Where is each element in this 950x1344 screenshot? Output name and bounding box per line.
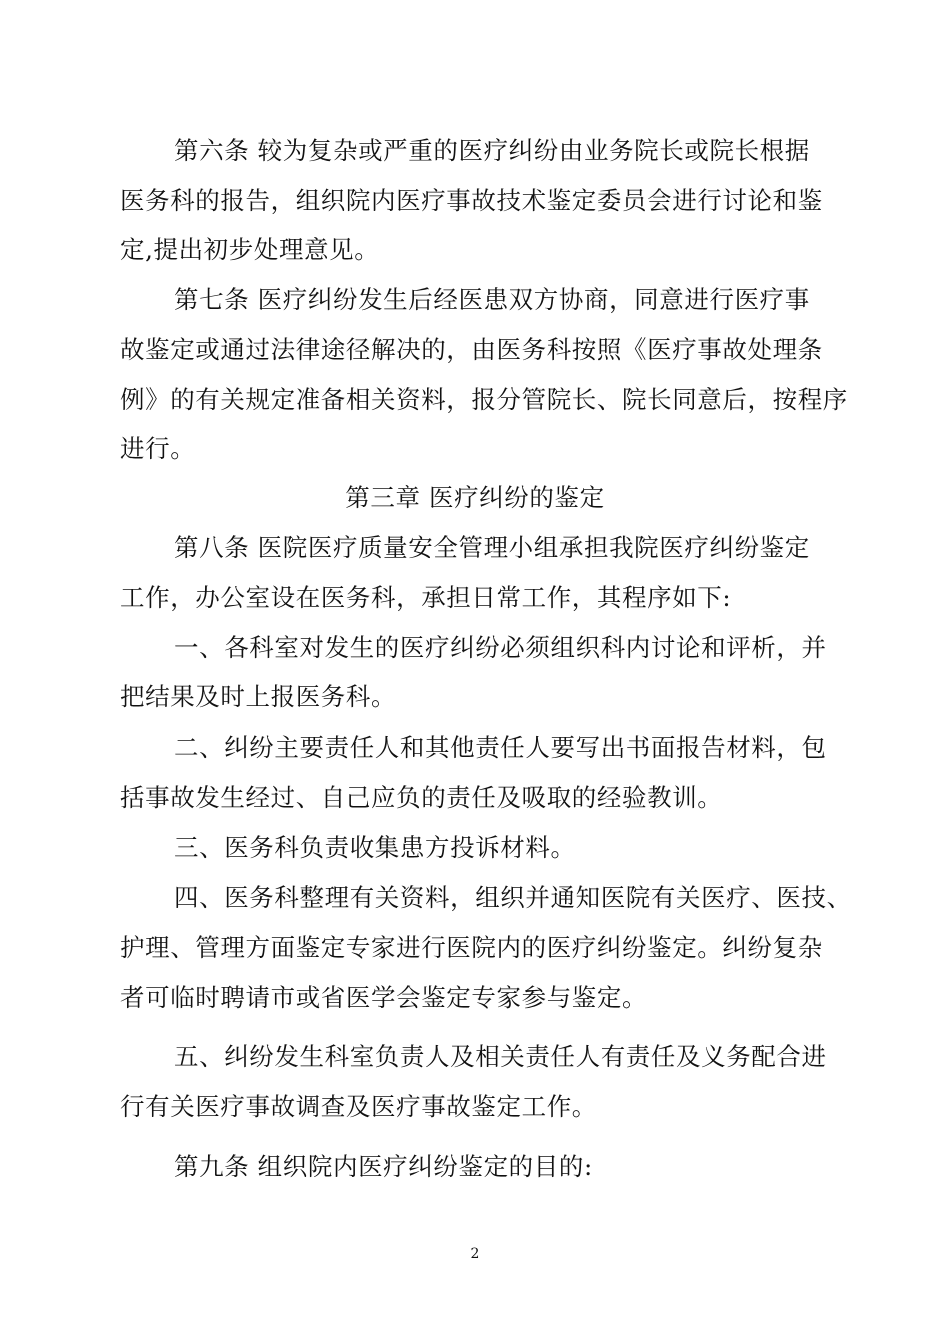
item-5-line-1: 五、纠纷发生科室负责人及相关责任人有责任及义务配合进	[174, 1042, 827, 1071]
item-4-line-3: 者可临时聘请市或省医学会鉴定专家参与鉴定。	[120, 983, 648, 1012]
item-2-line-2: 括事故发生经过、自己应负的责任及吸取的经验教训。	[120, 783, 723, 812]
article-7-line-4: 进行。	[120, 434, 196, 463]
article-6-line-3: 定,提出初步处理意见。	[120, 235, 380, 264]
article-8-line-1: 第八条 医院医疗质量安全管理小组承担我院医疗纠纷鉴定	[174, 533, 810, 562]
article-6-line-1: 第六条 较为复杂或严重的医疗纠纷由业务院长或院长根据	[174, 136, 810, 165]
chapter-3-heading: 第三章 医疗纠纷的鉴定	[345, 483, 605, 512]
article-6-line-2: 医务科的报告，组织院内医疗事故技术鉴定委员会进行讨论和鉴	[120, 186, 823, 215]
article-7-line-2: 故鉴定或通过法律途径解决的，由医务科按照《医疗事故处理条	[120, 335, 823, 364]
item-4-line-2: 护理、管理方面鉴定专家进行医院内的医疗纠纷鉴定。纠纷复杂	[120, 933, 823, 962]
article-7-line-3: 例》的有关规定准备相关资料，报分管院长、院长同意后，按程序	[120, 385, 848, 414]
item-1-line-1: 一、各科室对发生的医疗纠纷必须组织科内讨论和评析，并	[174, 633, 827, 662]
item-1-line-2: 把结果及时上报医务科。	[120, 682, 397, 711]
item-3-line-1: 三、医务科负责收集患方投诉材料。	[174, 833, 576, 862]
item-5-line-2: 行有关医疗事故调查及医疗事故鉴定工作。	[120, 1092, 597, 1121]
article-9-line-1: 第九条 组织院内医疗纠纷鉴定的目的:	[174, 1152, 593, 1181]
page-number: 2	[470, 1246, 480, 1262]
article-7-line-1: 第七条 医疗纠纷发生后经医患双方协商，同意进行医疗事	[174, 285, 810, 314]
article-8-line-2: 工作，办公室设在医务科，承担日常工作，其程序如下:	[120, 583, 732, 612]
item-2-line-1: 二、纠纷主要责任人和其他责任人要写出书面报告材料，包	[174, 733, 827, 762]
item-4-line-1: 四、医务科整理有关资料，组织并通知医院有关医疗、医技、	[174, 883, 852, 912]
